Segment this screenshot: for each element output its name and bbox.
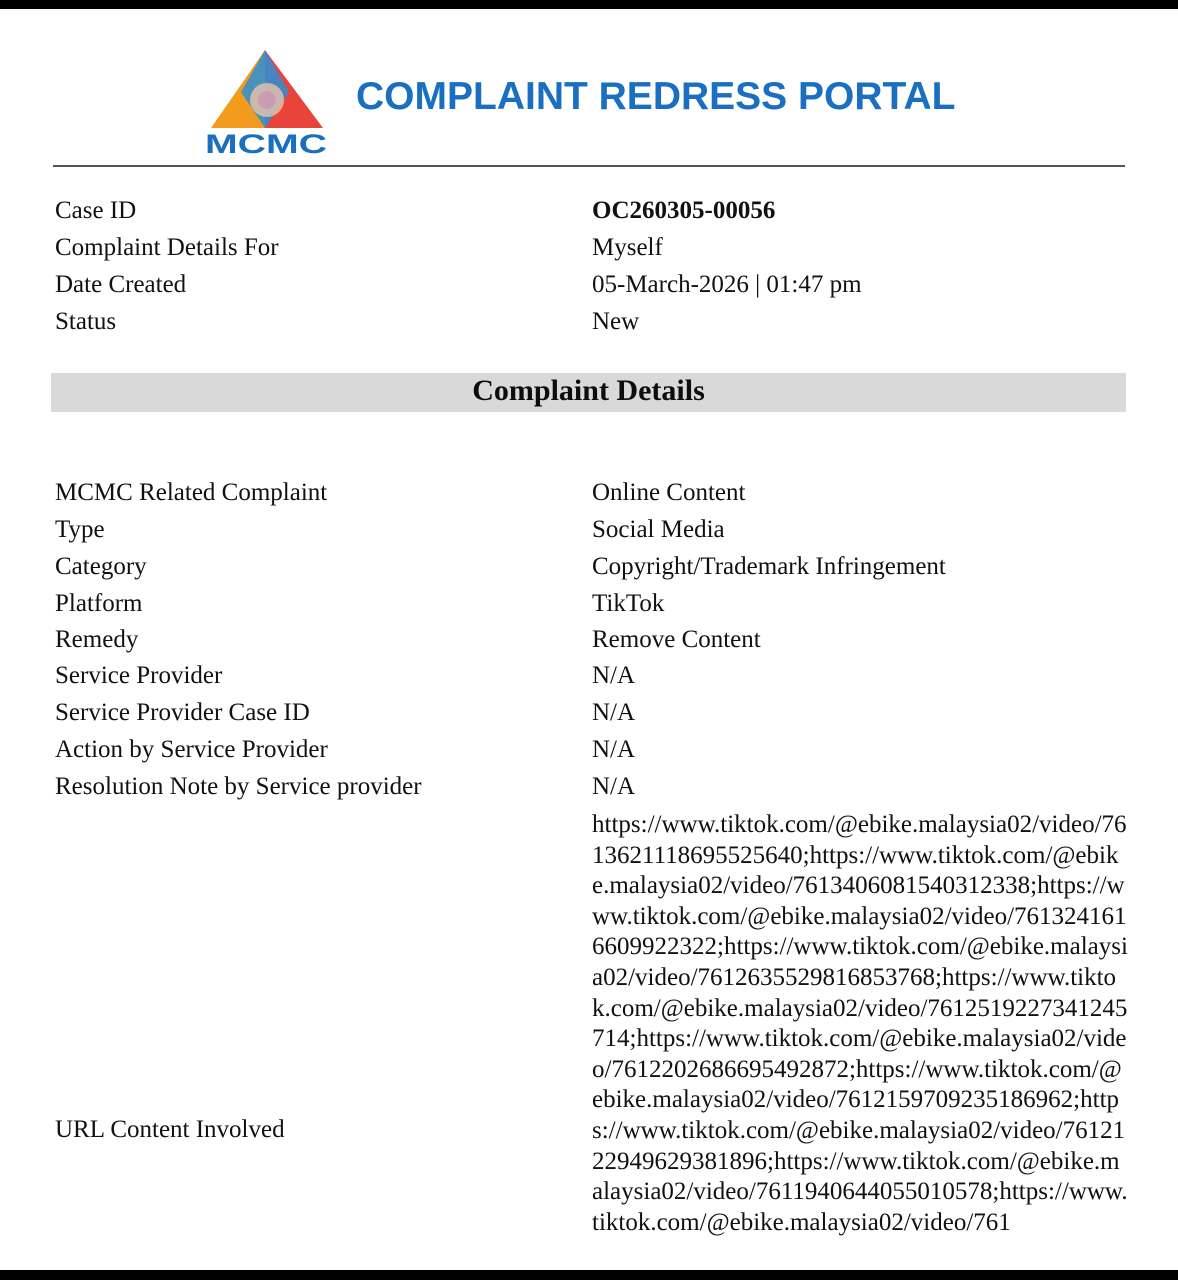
resolution-note-value: N/A	[592, 773, 636, 800]
section-title: Complaint Details	[472, 374, 705, 407]
complaint-details-header	[51, 373, 1126, 412]
service-provider-label: Service Provider	[55, 662, 223, 689]
platform-label: Platform	[55, 590, 143, 617]
sp-action-value: N/A	[592, 736, 636, 763]
sp-action-label: Action by Service Provider	[55, 736, 328, 763]
portal-title: COMPLAINT REDRESS PORTAL	[356, 75, 956, 118]
mcmc-logo	[203, 46, 333, 158]
mcmc-related-label: MCMC Related Complaint	[55, 479, 328, 506]
type-label: Type	[55, 516, 105, 543]
category-value: Copyright/Trademark Infringement	[592, 553, 946, 580]
complaint-for-value: Myself	[592, 234, 663, 261]
type-value: Social Media	[592, 516, 725, 543]
sp-case-id-value: N/A	[592, 699, 636, 726]
service-provider-value: N/A	[592, 662, 636, 689]
resolution-note-label: Resolution Note by Service provider	[55, 773, 422, 800]
date-created-label: Date Created	[55, 271, 187, 298]
remedy-label: Remedy	[55, 626, 139, 653]
status-value: New	[592, 308, 640, 335]
status-label: Status	[55, 308, 117, 335]
top-frame-bar	[0, 0, 1178, 9]
bottom-frame-bar	[0, 1270, 1178, 1280]
case-id-value: OC260305-00056	[592, 197, 776, 224]
complaint-for-label: Complaint Details For	[55, 234, 279, 261]
sp-case-id-label: Service Provider Case ID	[55, 699, 310, 726]
mcmc-logo-text: MCMC	[205, 129, 327, 158]
case-id-label: Case ID	[55, 197, 137, 224]
category-label: Category	[55, 553, 147, 580]
url-content-label: URL Content Involved	[55, 1116, 285, 1143]
url-content-value: https://www.tiktok.com/@ebike.malaysia02/video/7613621118695525640;https://www.tiktok.com/@ebike.malaysia02/video/7613406081540312338;https://www.tiktok.com/@ebike.malaysia02/video/7613241616609922322;https://www.tiktok.com/@ebike.malaysia02/video/7612635529816853768;https://www.tiktok.com/@ebike.malaysia02/video/7612519227341245714;https://www.tiktok.com/@ebike.malaysia02/video/7612202686695492872;https://www.tiktok.com/@ebike.malaysia02/video/7612159709235186962;https://www.tiktok.com/@ebike.malaysia02/video/7612122949629381896;https://www.tiktok.com/@ebike.malaysia02/video/7611940644055010578;https://www.tiktok.com/@ebike.malaysia02/video/761	[592, 811, 1128, 1236]
platform-value: TikTok	[592, 590, 665, 617]
date-created-value: 05-March-2026 | 01:47 pm	[592, 271, 862, 298]
remedy-value: Remove Content	[592, 626, 761, 653]
mcmc-related-value: Online Content	[592, 479, 746, 506]
header-divider	[53, 165, 1125, 167]
